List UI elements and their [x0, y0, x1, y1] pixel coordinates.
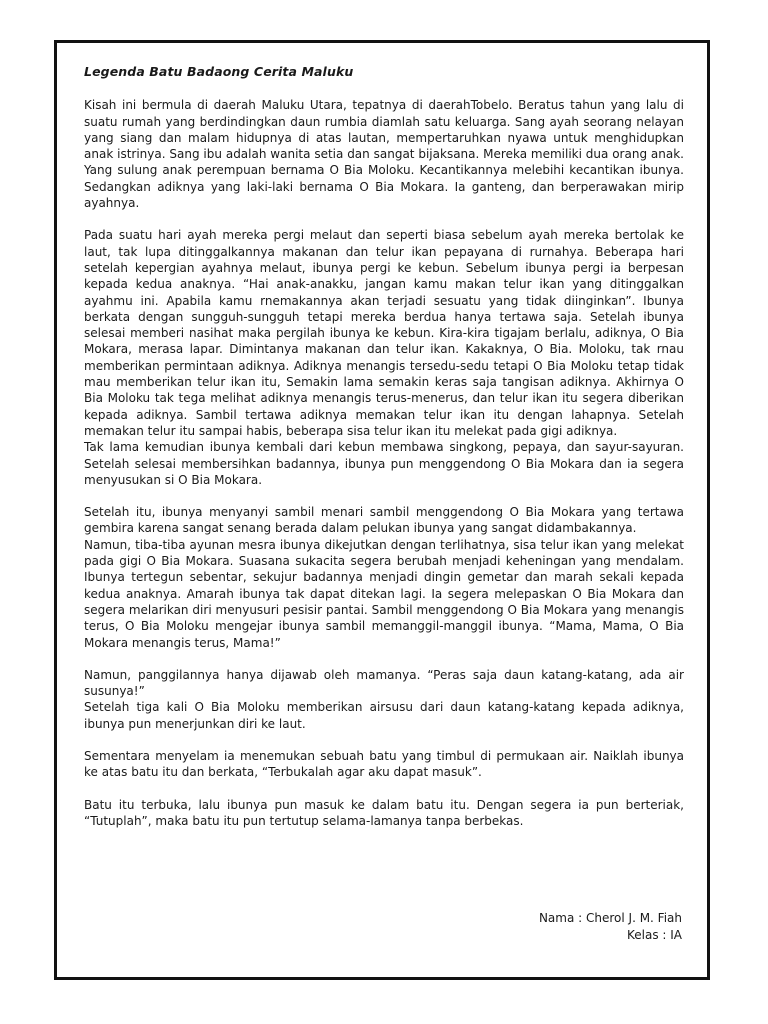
paragraph-9: Batu itu terbuka, lalu ibunya pun masuk ke dalam batu itu. Dengan segera ia pun berteriak, “Tutuplah”, maka batu itu pun tertutup selama-lamanya tanpa berbekas.	[84, 797, 684, 828]
signature-class: Kelas : IA	[626, 928, 682, 942]
paragraph-1: Kisah ini bermula di daerah Maluku Utara, tepatnya di daerahTobelo. Beratus tahun yang lalu di suatu rumah yang berdindingkan daun rumbia diamlah satu keluarga. Sang ayah seorang nelayan yang siang dan malam hidupnya di atas lautan, mempertaruhkan nyawa untuk menghidupkan anak istrinya. Sang ibu adalah wanita setia dan sangat bijaksana. Mereka memiliki dua orang anak. Yang sulung anak perempuan bernama O Bia Moloku. Kecantikannya melebihi kecantikan ibunya. Sedangkan adiknya yang laki-laki bernama O Bia Mokara. Ia ganteng, dan berperawakan mirip ayahnya.	[84, 98, 684, 211]
document-title: Legenda Batu Badaong Cerita Maluku	[84, 64, 354, 79]
paragraph-3: Tak lama kemudian ibunya kembali dari kebun membawa singkong, pepaya, dan sayur-sayuran. Setelah selesai membersihkan badannya, ibunya pun menggendong O Bia Mokara dan ia segera menyusukan si O Bia Mokara.	[84, 440, 684, 487]
document-body	[84, 64, 684, 845]
signature-name: Nama : Cherol J. M. Fiah	[538, 911, 682, 925]
paragraph-4: Setelah itu, ibunya menyanyi sambil menari sambil menggendong O Bia Mokara yang tertawa gembira karena sangat senang berada dalam pelukan ibunya yang sangat didambakannya.	[84, 505, 684, 536]
signature-block	[539, 910, 682, 944]
paragraph-5: Namun, tiba-tiba ayunan mesra ibunya dikejutkan dengan terlihatnya, sisa telur ikan yang melekat pada gigi O Bia Mokara. Suasana sukacita segera berubah menjadi keheningan yang mendalam. Ibunya tertegun sebentar, sekujur badannya menjadi dingin gemetar dan marah sekali kepada kedua anaknya. Amarah ibunya tak dapat ditekan lagi. Ia segera melepaskan O Bia Mokara dan segera melarikan diri menyusuri pesisir pantai. Sambil menggendong O Bia Mokara yang menangis terus, O Bia Moloku mengejar ibunya sambil memanggil-manggil ibunya. “Mama, Mama, O Bia Mokara menangis terus, Mama!”	[84, 537, 684, 650]
paragraph-2: Pada suatu hari ayah mereka pergi melaut dan seperti biasa sebelum ayah mereka bertolak ke laut, tak lupa ditinggalkannya makanan dan telur ikan pepayana di rurnahya. Beberapa hari setelah kepergian ayahnya melaut, ibunya pergi ke kebun. Sebelum ibunya pergi ia berpesan kepada kedua anaknya. “Hai anak-anakku, jangan kamu makan telur ikan yang ditinggalkan ayahmu ini. Apabila kamu rnemakannya akan terjadi sesuatu yang tidak diinginkan”. Ibunya berkata dengan sungguh-sungguh tetapi mereka berdua hanya tertawa saja. Setelah ibunya selesai memberi nasihat maka pergilah ibunya ke kebun. Kira-kira tigajam berlalu, adiknya, O Bia Mokara, merasa lapar. Dimintanya makanan dan telur ikan. Kakaknya, O Bia. Moloku, tak rnau memberikan permintaan adiknya. Adiknya menangis tersedu-sedu tetapi O Bia Moloku tetap tidak mau memberikan telur ikan itu, Semakin lama semakin keras saja tangisan adiknya. Akhirnya O Bia Moloku tak tega melihat adiknya menangis terus-menerus, dan telur ikan itu segera diberikan kepada adiknya. Sambil tertawa adiknya memakan telur ikan itu dengan lahapnya. Setelah memakan telur itu sampai habis, beberapa sisa telur ikan itu melekat pada gigi adiknya.	[84, 228, 684, 438]
paragraph-8: Sementara menyelam ia menemukan sebuah batu yang timbul di permukaan air. Naiklah ibunya ke atas batu itu dan berkata, “Terbukalah agar aku dapat masuk”.	[84, 748, 684, 780]
paragraph-7: Setelah tiga kali O Bia Moloku memberikan airsusu dari daun katang-katang kepada adiknya, ibunya pun menerjunkan diri ke laut.	[84, 700, 684, 731]
paragraph-6: Namun, panggilannya hanya dijawab oleh mamanya. “Peras saja daun katang-katang, ada air susunya!”	[84, 667, 684, 699]
